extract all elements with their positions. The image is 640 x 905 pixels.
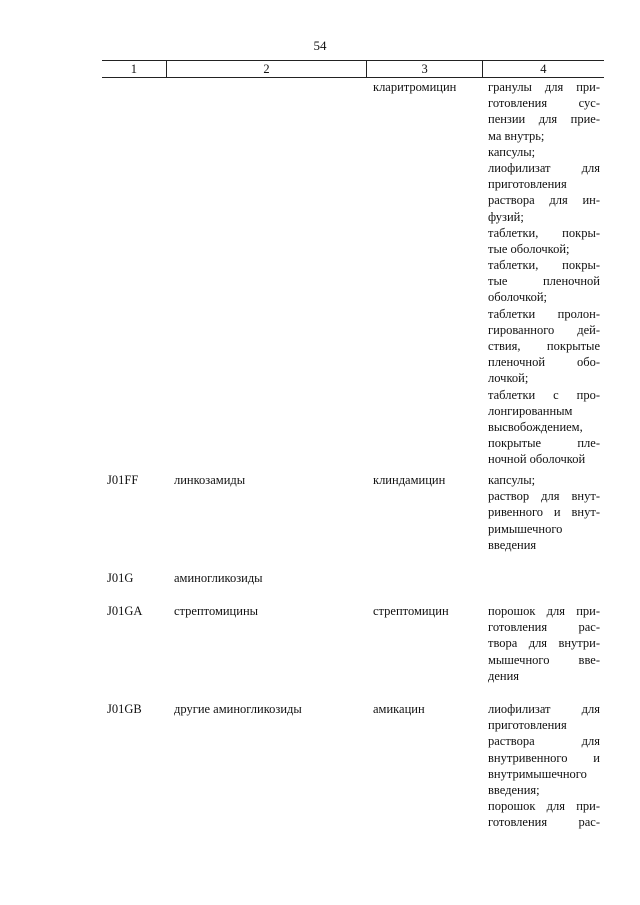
form-line: лиофилизат для — [488, 702, 600, 716]
table-row-1-forms — [488, 472, 600, 553]
form-line: таблетки, покры- — [488, 225, 600, 240]
table-row-4-substance: амикацин — [373, 702, 425, 716]
form-line: ма внутрь; — [488, 128, 545, 143]
form-line: дения — [488, 668, 520, 683]
form-line: лиофилизат для — [488, 160, 600, 175]
form-line: тые оболочкой; — [488, 241, 570, 256]
form-line: гированного дей- — [488, 322, 600, 337]
form-line: внутримышечного — [488, 766, 587, 781]
form-line: внутривенного и — [488, 750, 600, 765]
form-line: готовления сус- — [488, 96, 600, 111]
form-line: раствора для ин- — [488, 193, 600, 208]
header-col-1: 1 — [102, 61, 167, 77]
form-line: оболочкой; — [488, 290, 547, 305]
table-row-2-group: аминогликозиды — [174, 571, 263, 585]
table-row-0-substance: кларитромицин — [373, 80, 457, 94]
form-line: мышечного вве- — [488, 652, 600, 667]
form-line: римышечного — [488, 521, 563, 536]
table-row-3-forms — [488, 603, 600, 684]
form-line: готовления рас- — [488, 620, 600, 635]
form-line: тые пленочной — [488, 274, 600, 289]
form-line: таблетки пролон- — [488, 306, 600, 321]
form-line: фузий; — [488, 209, 524, 224]
form-line: капсулы; — [488, 473, 536, 487]
form-line: покрытые пле- — [488, 436, 600, 451]
header-col-4: 4 — [540, 62, 547, 76]
form-line: приготовления — [488, 718, 567, 733]
form-line: капсулы; — [488, 144, 536, 159]
form-line: введения; — [488, 782, 540, 797]
table-row-3-code: J01GA — [107, 604, 143, 618]
table-row-1-substance: клиндамицин — [373, 473, 446, 487]
form-line: приготовления — [488, 177, 567, 192]
form-line: раствора для — [488, 734, 600, 749]
form-line: высвобождением, — [488, 419, 583, 434]
table-row-2-code: J01G — [107, 571, 134, 585]
form-line: готовления рас- — [488, 815, 600, 830]
table-row-1-code: J01FF — [107, 473, 139, 487]
form-line: порошок для при- — [488, 799, 600, 814]
form-line: таблетки, покры- — [488, 258, 600, 273]
form-line: введения — [488, 537, 537, 552]
table-row-1-group: линкозамиды — [174, 473, 246, 487]
form-line: ночной оболочкой — [488, 452, 586, 467]
form-line: таблетки с про- — [488, 387, 600, 402]
form-line: пензии для прие- — [488, 112, 600, 127]
table-row-4-group: другие аминогликозиды — [174, 702, 302, 716]
page-number: 54 — [313, 38, 327, 53]
header-col-2: 2 — [167, 61, 368, 77]
form-line: ривенного и внут- — [488, 505, 600, 520]
table-row-4-forms — [488, 701, 600, 831]
table-row-0-forms — [488, 79, 600, 468]
form-line: лонгированным — [488, 403, 573, 418]
form-line: порошок для при- — [488, 604, 600, 618]
table-row-3-substance: стрептомицин — [373, 604, 449, 618]
table-header — [102, 60, 604, 78]
form-line: твора для внутри- — [488, 636, 600, 651]
form-line: раствор для внут- — [488, 489, 600, 504]
header-col-3: 3 — [367, 61, 482, 77]
form-line: ствия, покрытые — [488, 339, 600, 353]
table-row-3-group: стрептомицины — [174, 604, 259, 618]
table-row-4-code: J01GB — [107, 702, 142, 716]
form-line: пленочной обо- — [488, 355, 600, 370]
form-line: гранулы для при- — [488, 80, 600, 94]
form-line: лочкой; — [488, 371, 529, 386]
